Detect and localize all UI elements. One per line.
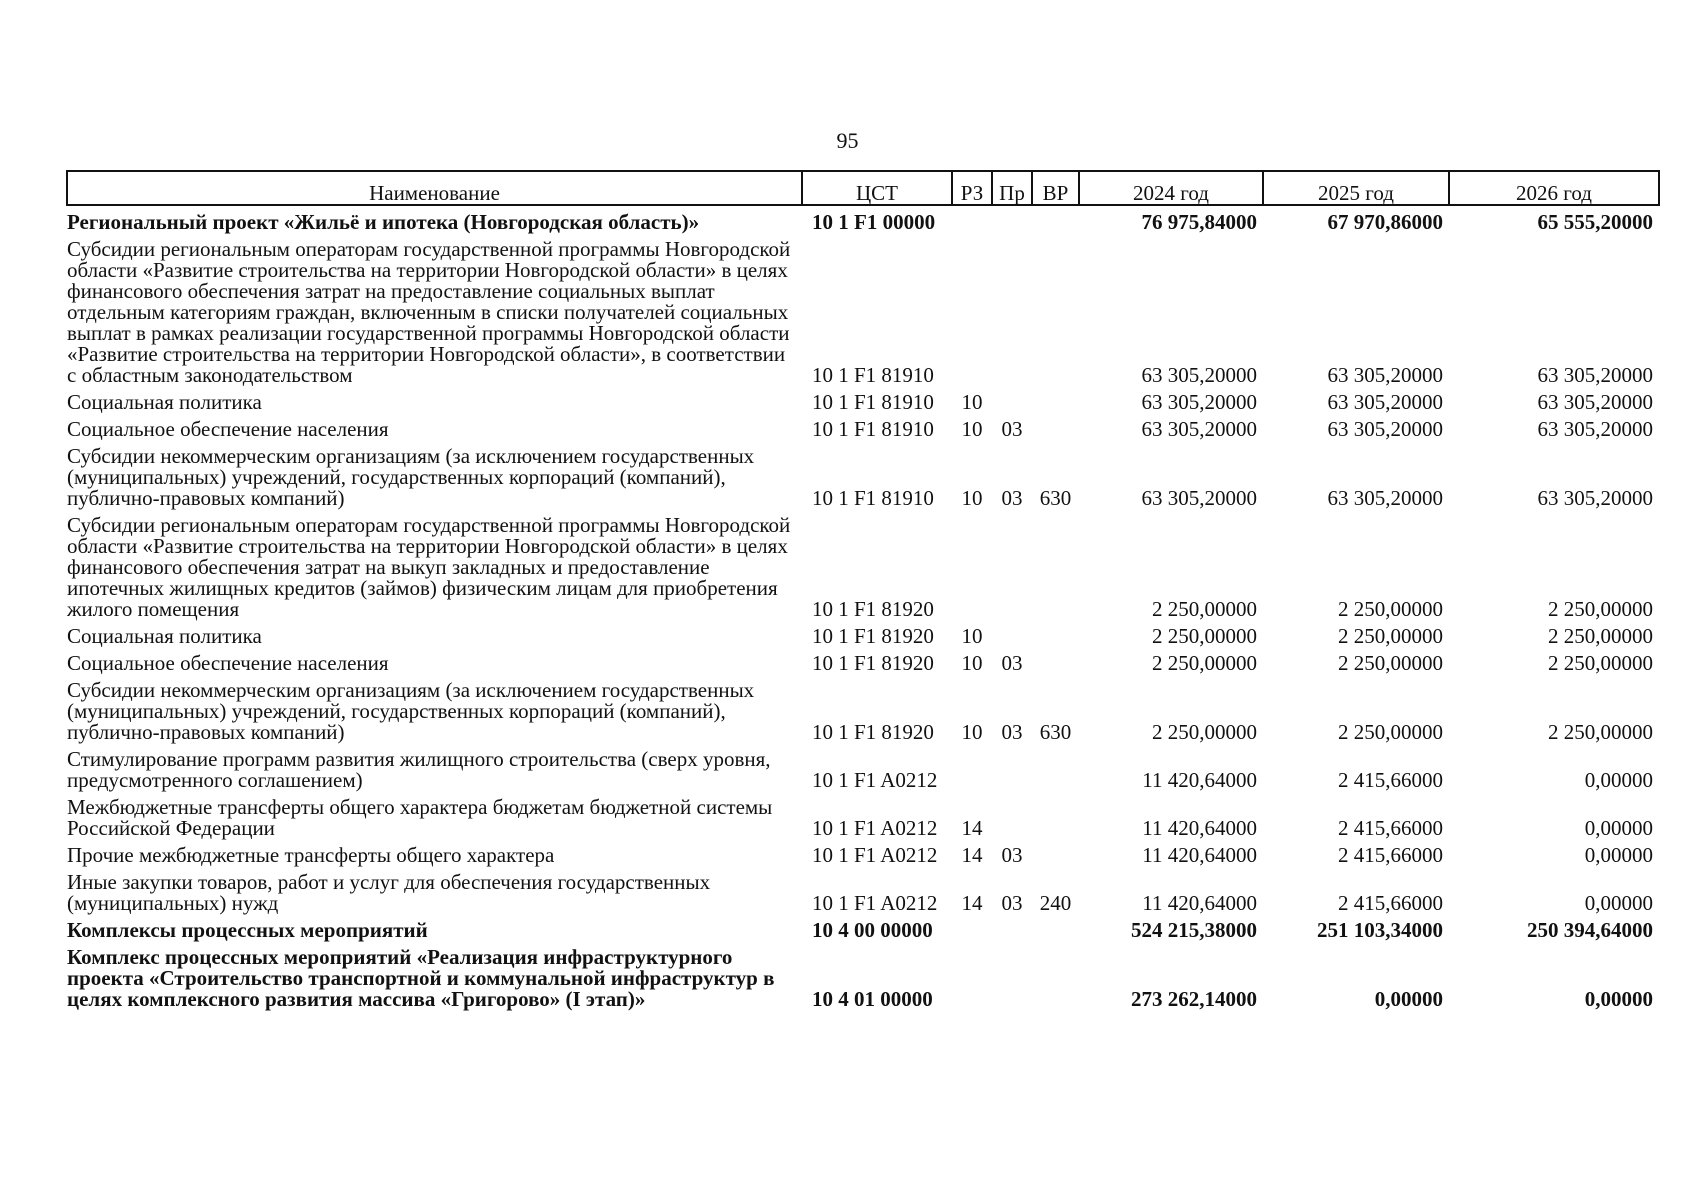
cell-cst: 10 1 F1 A0212 [812, 816, 938, 840]
cell-y2025: 251 103,34000 [1317, 918, 1443, 942]
cell-rz: 14 [961, 843, 983, 867]
table-row [67, 509, 1659, 620]
cell-y2024: 76 975,84000 [1141, 210, 1257, 234]
cell-name: Стимулирование программ развития жилищного строительства (сверх уровня, предусмотренного соглашением) [67, 747, 771, 792]
cell-cst: 10 4 01 00000 [812, 987, 933, 1011]
cell-y2026: 63 305,20000 [1537, 417, 1653, 441]
cell-y2025: 63 305,20000 [1327, 486, 1443, 510]
cell-y2026: 250 394,64000 [1527, 918, 1653, 942]
cell-vr [1032, 914, 1079, 941]
cell-y2025: 2 415,66000 [1338, 768, 1443, 792]
cell-y2024: 2 250,00000 [1152, 597, 1257, 621]
cell-y2026: 65 555,20000 [1537, 210, 1653, 234]
cell-name: Межбюджетные трансферты общего характера бюджетам бюджетной системы Российской Федерации [67, 795, 773, 840]
cell-y2026: 63 305,20000 [1537, 390, 1653, 414]
cell-rz [952, 205, 992, 233]
cell-name: Субсидии некоммерческим организациям (за исключением государственных (муниципальных) учреждений, государственных корпораций (компаний), публично-правовых компаний) [67, 444, 755, 510]
cell-rz: 10 [961, 624, 983, 648]
header-name: Наименование [67, 171, 802, 205]
cell-name: Комплексы процессных мероприятий [67, 918, 428, 942]
cell-cst: 10 1 F1 81920 [812, 597, 934, 621]
cell-y2026: 2 250,00000 [1548, 597, 1653, 621]
table-row [67, 233, 1659, 386]
cell-y2024: 63 305,20000 [1141, 363, 1257, 387]
cell-vr [1032, 791, 1079, 839]
cell-pr [992, 941, 1032, 1010]
cell-y2024: 524 215,38000 [1131, 918, 1257, 942]
cell-name: Субсидии некоммерческим организациям (за исключением государственных (муниципальных) учреждений, государственных корпораций (компаний), публично-правовых компаний) [67, 678, 755, 744]
cell-y2025: 2 415,66000 [1338, 816, 1443, 840]
table-row [67, 743, 1659, 791]
cell-y2026: 2 250,00000 [1548, 651, 1653, 675]
cell-name: Иные закупки товаров, работ и услуг для обеспечения государственных (муниципальных) нужд [67, 870, 711, 915]
cell-y2024: 2 250,00000 [1152, 651, 1257, 675]
header-2024: 2024 год [1079, 171, 1263, 205]
cell-pr: 03 [1001, 843, 1023, 867]
table-body [67, 205, 1659, 1010]
header-cst: ЦСТ [802, 171, 952, 205]
cell-cst: 10 1 F1 81910 [812, 363, 934, 387]
cell-y2025: 2 250,00000 [1338, 597, 1443, 621]
cell-pr: 03 [1001, 891, 1023, 915]
cell-rz [952, 914, 992, 941]
cell-rz: 10 [961, 390, 983, 414]
table-row [67, 674, 1659, 743]
cell-y2026: 0,00000 [1584, 816, 1653, 840]
cell-y2026: 0,00000 [1584, 891, 1653, 915]
cell-pr: 03 [1001, 486, 1023, 510]
cell-rz [952, 743, 992, 791]
table-row [67, 941, 1659, 1010]
cell-y2024: 63 305,20000 [1141, 417, 1257, 441]
cell-vr: 240 [1039, 891, 1072, 915]
cell-vr: 630 [1039, 720, 1072, 744]
cell-rz: 10 [961, 417, 983, 441]
page-number: 95 [836, 128, 859, 153]
cell-y2026: 0,00000 [1584, 768, 1653, 792]
cell-cst: 10 1 F1 81920 [812, 651, 934, 675]
cell-y2025: 0,00000 [1374, 987, 1443, 1011]
cell-pr [992, 914, 1032, 941]
cell-vr [1032, 839, 1079, 866]
cell-rz: 10 [961, 720, 983, 744]
cell-y2025: 2 250,00000 [1338, 624, 1443, 648]
cell-cst: 10 1 F1 A0212 [812, 891, 938, 915]
cell-name: Субсидии региональным операторам государственной программы Новгородской области «Развитие строительства на территории Новгородской области» в целях финансового обеспечения затрат на выкуп закладных и предоставление ипотечных жилищных кредитов (займов) физическим лицам для приобретения жилого помещения [67, 513, 791, 621]
cell-name: Комплекс процессных мероприятий «Реализация инфраструктурного проекта «Строительство транспортной и коммунальной инфраструктур в целях комплексного развития массива «Григорово» (I этап)» [67, 945, 775, 1011]
cell-y2025: 63 305,20000 [1327, 417, 1443, 441]
cell-vr [1032, 233, 1079, 386]
cell-name: Региональный проект «Жильё и ипотека (Новгородская область)» [67, 210, 700, 234]
table-header-row [67, 171, 1659, 205]
cell-cst: 10 1 F1 81910 [812, 486, 934, 510]
cell-y2025: 2 250,00000 [1338, 651, 1443, 675]
cell-cst: 10 4 00 00000 [812, 918, 933, 942]
header-pr: Пр [992, 171, 1032, 205]
cell-cst: 10 1 F1 A0212 [812, 843, 938, 867]
cell-cst: 10 1 F1 81910 [812, 417, 934, 441]
table-row [67, 205, 1659, 233]
header-vr: ВР [1032, 171, 1079, 205]
cell-rz: 14 [961, 816, 983, 840]
cell-name: Субсидии региональным операторам государственной программы Новгородской области «Развитие строительства на территории Новгородской области» в целях финансового обеспечения затрат на предоставление социальных выплат отдельным категориям граждан, включенным в списки получателей социальных выплат в рамках реализации государственной программы Новгородской области «Развитие строительства на территории Новгородской области», в соответствии с областным законодательством [67, 237, 791, 387]
cell-y2025: 2 415,66000 [1338, 843, 1443, 867]
header-rz: РЗ [952, 171, 992, 205]
cell-y2025: 2 415,66000 [1338, 891, 1443, 915]
cell-pr [992, 205, 1032, 233]
cell-rz: 10 [961, 486, 983, 510]
cell-cst: 10 1 F1 81920 [812, 624, 934, 648]
header-2026: 2026 год [1449, 171, 1659, 205]
table-row [67, 440, 1659, 509]
cell-name: Социальная политика [67, 624, 262, 648]
cell-pr [992, 791, 1032, 839]
cell-y2024: 11 420,64000 [1142, 891, 1257, 915]
cell-vr [1032, 941, 1079, 1010]
cell-rz: 14 [961, 891, 983, 915]
cell-y2024: 2 250,00000 [1152, 624, 1257, 648]
cell-rz [952, 233, 992, 386]
cell-rz: 10 [961, 651, 983, 675]
cell-vr: 630 [1039, 486, 1072, 510]
cell-y2024: 63 305,20000 [1141, 390, 1257, 414]
cell-y2024: 2 250,00000 [1152, 720, 1257, 744]
cell-y2024: 11 420,64000 [1142, 816, 1257, 840]
cell-pr [992, 743, 1032, 791]
cell-y2024: 11 420,64000 [1142, 768, 1257, 792]
cell-pr [992, 509, 1032, 620]
cell-pr: 03 [1001, 417, 1023, 441]
cell-pr [992, 233, 1032, 386]
cell-y2024: 273 262,14000 [1131, 987, 1257, 1011]
cell-name: Социальное обеспечение населения [67, 651, 389, 675]
cell-cst: 10 1 F1 00000 [812, 210, 936, 234]
table-row [67, 839, 1659, 866]
table-row [67, 914, 1659, 941]
cell-pr [992, 620, 1032, 647]
cell-vr [1032, 647, 1079, 674]
table-row [67, 413, 1659, 440]
table-row [67, 647, 1659, 674]
cell-vr [1032, 509, 1079, 620]
cell-name: Социальная политика [67, 390, 262, 414]
cell-pr: 03 [1001, 651, 1023, 675]
cell-y2024: 11 420,64000 [1142, 843, 1257, 867]
cell-name: Социальное обеспечение населения [67, 417, 389, 441]
cell-cst: 10 1 F1 81910 [812, 390, 934, 414]
table-row [67, 386, 1659, 413]
table-row [67, 791, 1659, 839]
cell-y2025: 2 250,00000 [1338, 720, 1443, 744]
cell-y2025: 63 305,20000 [1327, 390, 1443, 414]
table-row [67, 620, 1659, 647]
cell-cst: 10 1 F1 A0212 [812, 768, 938, 792]
cell-vr [1032, 620, 1079, 647]
cell-y2025: 67 970,86000 [1327, 210, 1443, 234]
cell-y2026: 0,00000 [1584, 843, 1653, 867]
cell-y2026: 2 250,00000 [1548, 624, 1653, 648]
cell-y2025: 63 305,20000 [1327, 363, 1443, 387]
cell-pr: 03 [1001, 720, 1023, 744]
cell-rz [952, 941, 992, 1010]
cell-name: Прочие межбюджетные трансферты общего характера [67, 843, 555, 867]
cell-vr [1032, 743, 1079, 791]
cell-y2026: 63 305,20000 [1537, 486, 1653, 510]
table-row [67, 866, 1659, 914]
header-2025: 2025 год [1263, 171, 1449, 205]
budget-table [66, 170, 1660, 1010]
cell-vr [1032, 413, 1079, 440]
cell-rz [952, 509, 992, 620]
cell-y2026: 63 305,20000 [1537, 363, 1653, 387]
cell-vr [1032, 205, 1079, 233]
cell-y2024: 63 305,20000 [1141, 486, 1257, 510]
cell-cst: 10 1 F1 81920 [812, 720, 934, 744]
cell-y2026: 0,00000 [1584, 987, 1653, 1011]
cell-pr [992, 386, 1032, 413]
cell-y2026: 2 250,00000 [1548, 720, 1653, 744]
cell-vr [1032, 386, 1079, 413]
